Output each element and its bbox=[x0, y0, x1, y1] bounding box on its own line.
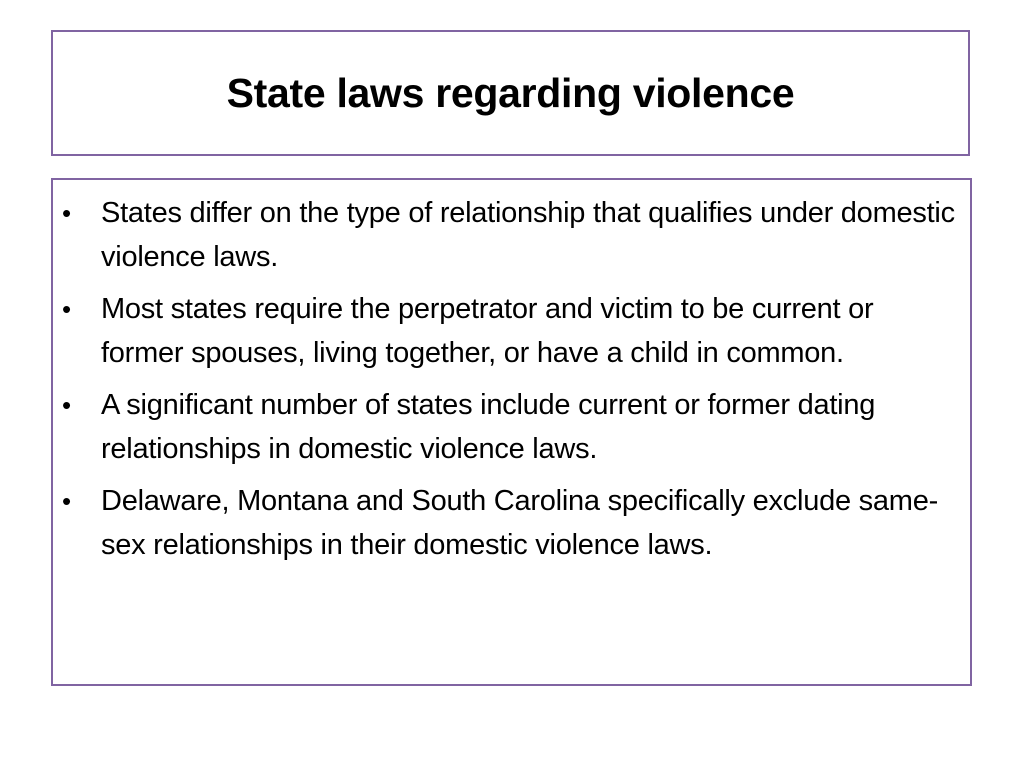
bullet-item bbox=[53, 287, 962, 375]
bullet-dot-icon: • bbox=[62, 390, 71, 420]
bullet-item bbox=[53, 383, 962, 471]
bullet-item bbox=[53, 191, 962, 279]
bullet-text: Most states require the perpetrator and victim to be current or former spouses, living together, or have a child in common. bbox=[101, 293, 874, 369]
bullet-text: States differ on the type of relationship that qualifies under domestic violence laws. bbox=[101, 197, 955, 273]
bullet-list bbox=[53, 191, 962, 567]
title-placeholder bbox=[51, 30, 970, 156]
bullet-text: Delaware, Montana and South Carolina specifically exclude same-sex relationships in their domestic violence laws. bbox=[101, 485, 938, 561]
bullet-item bbox=[53, 479, 962, 567]
bullet-dot-icon: • bbox=[62, 198, 71, 228]
bullet-dot-icon: • bbox=[62, 294, 71, 324]
bullet-text: A significant number of states include current or former dating relationships in domestic violence laws. bbox=[101, 389, 876, 465]
content-placeholder bbox=[51, 178, 972, 686]
slide-title: State laws regarding violence bbox=[226, 69, 795, 116]
bullet-dot-icon: • bbox=[62, 486, 71, 516]
